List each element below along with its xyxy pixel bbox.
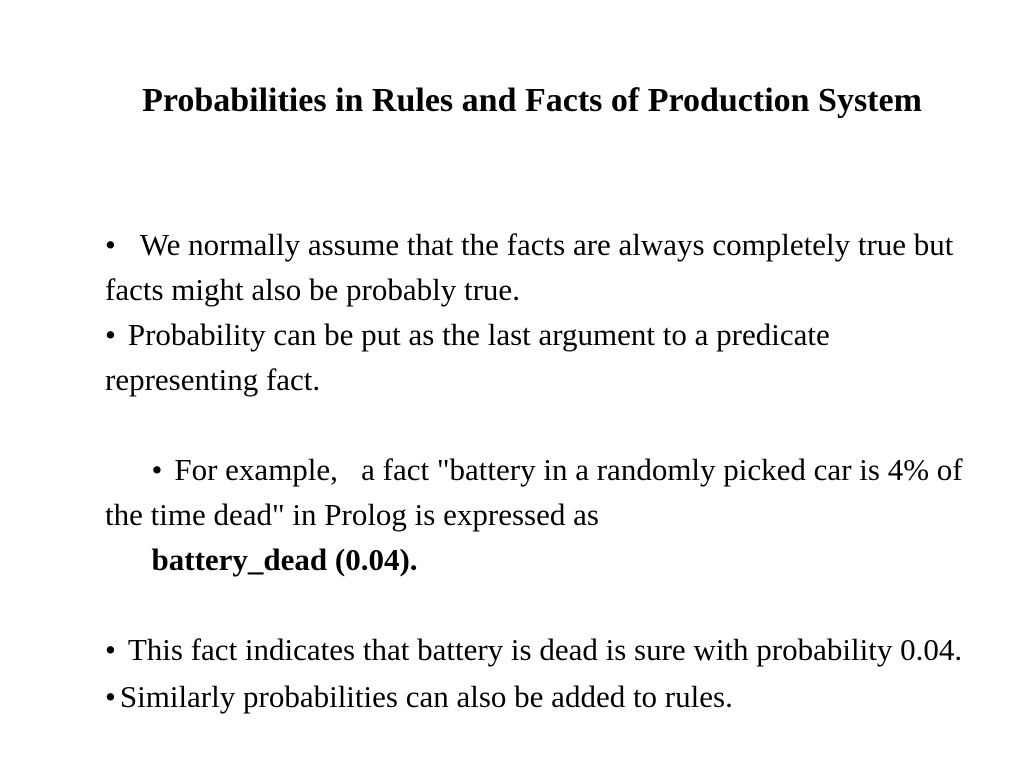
- bullet-point: [105, 222, 965, 312]
- bullet-point: [105, 312, 965, 402]
- bullet-icon: •: [105, 679, 116, 714]
- bullet-text: For example, a fact "battery in a randomly picked car is 4% of the time dead" in Prolog is expressed as: [105, 452, 971, 532]
- bullet-icon: •: [105, 317, 116, 352]
- bullet-icon: •: [151, 452, 163, 487]
- bullet-point: [105, 402, 971, 627]
- slide-body: [105, 222, 971, 719]
- code-example: battery_dead (0.04).: [151, 542, 418, 577]
- slide-title: Probabilities in Rules and Facts of Production System: [142, 82, 922, 119]
- bullet-text: Probability can be put as the last argument to a predicate representing fact.: [105, 317, 830, 397]
- bullet-point: [105, 674, 965, 719]
- bullet-point: [105, 627, 965, 672]
- bullet-text: Similarly probabilities can also be added to rules.: [119, 679, 733, 714]
- bullet-icon: •: [105, 227, 116, 262]
- bullet-text: We normally assume that the facts are always completely true but facts might also be probably true.: [105, 227, 954, 307]
- bullet-text: This fact indicates that battery is dead is sure with probability 0.04.: [127, 632, 963, 667]
- bullet-icon: •: [105, 632, 116, 667]
